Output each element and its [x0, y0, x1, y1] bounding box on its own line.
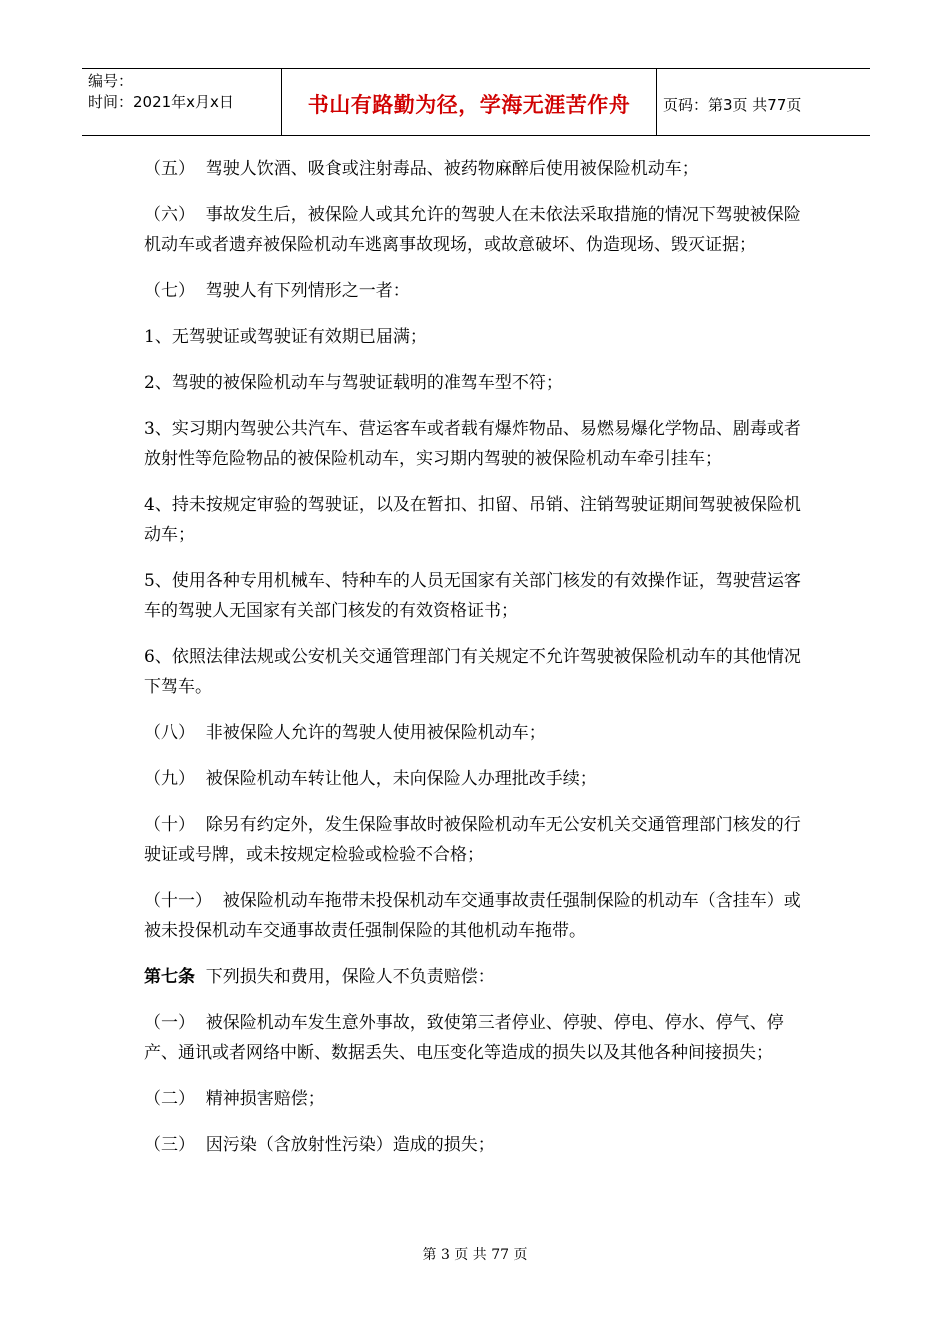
- header-page-label: 页码：第3页 共77页: [663, 95, 802, 114]
- paragraph-text: （六） 事故发生后，被保险人或其允许的驾驶人在未依法采取措施的情况下驾驶被保险机动车或者遗弃被保险机动车逃离事故现场，或故意破坏、伪造现场、毁灭证据；: [144, 205, 801, 255]
- paragraph-text: （一） 被保险机动车发生意外事故，致使第三者停业、停驶、停电、停水、停气、停产、通讯或者网络中断、数据丢失、电压变化等造成的损失以及其他各种间接损失；: [144, 1013, 784, 1063]
- paragraph: [144, 1130, 814, 1160]
- paragraph-text: （五） 驾驶人饮酒、吸食或注射毒品、被药物麻醉后使用被保险机动车；: [144, 159, 699, 179]
- paragraph-text: 1、无驾驶证或驾驶证有效期已届满；: [144, 327, 427, 347]
- document-number-label: 编号：: [88, 72, 134, 90]
- paragraph: [144, 886, 814, 946]
- paragraph-text: 2、驾驶的被保险机动车与驾驶证载明的准驾车型不符；: [144, 373, 563, 393]
- paragraph-text: （七） 驾驶人有下列情形之一者：: [144, 281, 410, 301]
- paragraph: [144, 154, 814, 184]
- paragraph: [144, 1008, 814, 1068]
- document-date-label: 时间：2021年x月x日: [88, 93, 234, 111]
- paragraph-text: 下列损失和费用，保险人不负责赔偿：: [195, 967, 495, 987]
- paragraph-text: 4、持未按规定审验的驾驶证，以及在暂扣、扣留、吊销、注销驾驶证期间驾驶被保险机动车；: [144, 495, 801, 545]
- header-meta: [82, 69, 282, 135]
- paragraph-text: （十一） 被保险机动车拖带未投保机动车交通事故责任强制保险的机动车（含挂车）或被未投保机动车交通事故责任强制保险的其他机动车拖带。: [144, 891, 801, 941]
- paragraph-text: 5、使用各种专用机械车、特种车的人员无国家有关部门核发的有效操作证，驾驶营运客车的驾驶人无国家有关部门核发的有效资格证书；: [144, 571, 801, 621]
- paragraph-text: （八） 非被保险人允许的驾驶人使用被保险机动车；: [144, 723, 546, 743]
- header-motto: 书山有路勤为径，学海无涯苦作舟: [282, 69, 657, 135]
- paragraph: [144, 414, 814, 474]
- paragraph-text: （九） 被保险机动车转让他人，未向保险人办理批改手续；: [144, 769, 597, 789]
- paragraph: [144, 368, 814, 398]
- paragraph: [144, 810, 814, 870]
- paragraph: [144, 276, 814, 306]
- paragraph: [144, 322, 814, 352]
- paragraph-text: （三） 因污染（含放射性污染）造成的损失；: [144, 1135, 495, 1155]
- document-body: [144, 154, 814, 1176]
- article-number: 第七条: [144, 967, 195, 987]
- paragraph: [144, 1084, 814, 1114]
- page-header: [82, 68, 870, 136]
- paragraph: [144, 490, 814, 550]
- paragraph-text: 6、依照法律法规或公安机关交通管理部门有关规定不允许驾驶被保险机动车的其他情况下驾车。: [144, 647, 801, 697]
- paragraph: [144, 642, 814, 702]
- article-heading-paragraph: [144, 962, 814, 992]
- paragraph: [144, 764, 814, 794]
- paragraph: [144, 566, 814, 626]
- paragraph: [144, 718, 814, 748]
- paragraph-text: （十） 除另有约定外，发生保险事故时被保险机动车无公安机关交通管理部门核发的行驶证或号牌，或未按规定检验或检验不合格；: [144, 815, 801, 865]
- paragraph-text: （二） 精神损害赔偿；: [144, 1089, 325, 1109]
- paragraph-text: 3、实习期内驾驶公共汽车、营运客车或者载有爆炸物品、易燃易爆化学物品、剧毒或者放射性等危险物品的被保险机动车，实习期内驾驶的被保险机动车牵引挂车；: [144, 419, 801, 469]
- page-footer: 第 3 页 共 77 页: [422, 1247, 528, 1263]
- paragraph: [144, 200, 814, 260]
